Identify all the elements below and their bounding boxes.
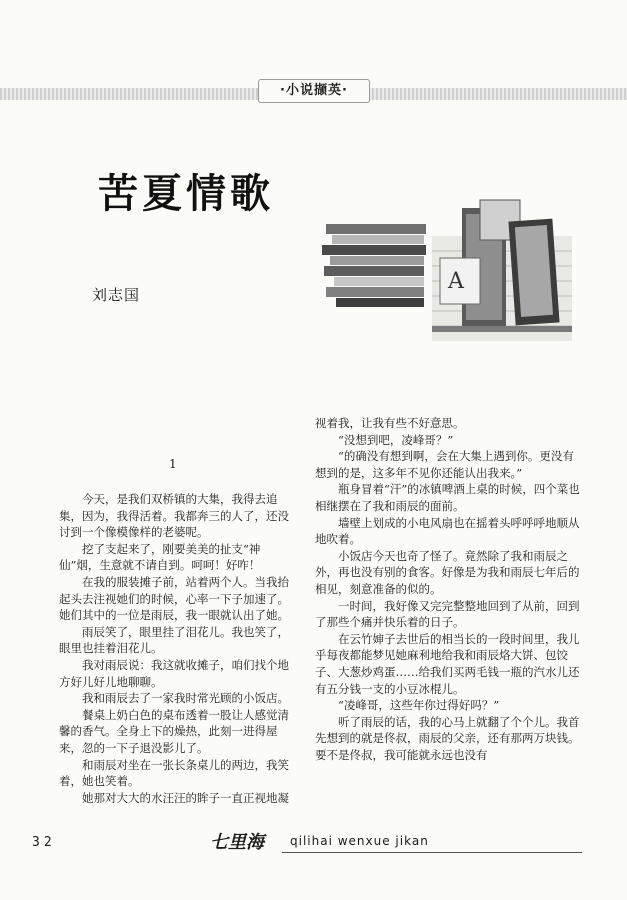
paragraph: 听了雨辰的话，我的心马上就翻了个个儿。我首先想到的就是佟叔，雨辰的父亲，还有那两万块钱。要不是佟叔，我可能就永远也没有 <box>315 714 580 762</box>
paragraph: 视着我，让我有些不好意思。 <box>315 416 465 430</box>
article-author: 刘志国 <box>92 286 141 304</box>
paragraph: “的确没有想到啊，会在大集上遇到你。更没有想到的是，这多年不见你还能认出我来。” <box>315 449 574 480</box>
page-number: 32 <box>32 835 56 850</box>
body-column-right <box>315 415 580 763</box>
paragraph: 在云竹婶子去世后的相当长的一段时间里，我儿乎每夜都能梦见她麻利地给我和雨辰烙大饼、包饺子、大葱炒鸡蛋……给我们买两毛钱一瓶的汽水儿还有五分钱一支的小豆冰棍儿。 <box>315 631 580 696</box>
paragraph: 她那对大大的水汪汪的眸子一直正视地凝 <box>82 790 289 805</box>
paragraph: 瓶身冒着“汗”的冰镇啤酒上桌的时候，四个菜也相继摆在了我和雨辰的面前。 <box>315 482 580 513</box>
paragraph: 和雨辰对坐在一张长条桌儿的两边，我笑着，她也笑着。 <box>59 757 289 789</box>
books-illustration-icon <box>312 196 574 346</box>
paragraph: 挖了支起来了，刚要美美的扯支“神仙”烟，生意就不请自到。呵呵！好咋！ <box>59 541 261 573</box>
paragraph: 餐桌上奶白色的桌布透着一股让人感觉清馨的香气。全身上下的燥热，此刻一进得屋来，忽的一下子退没影儿了。 <box>59 707 289 755</box>
footer-rule <box>282 852 582 853</box>
paragraph: 一时间，我好像又完完整整地回到了从前，回到了那些个痛并快乐着的日子。 <box>315 598 580 630</box>
paragraph: 在我的服装摊子前，站着两个人。当我抬起头去注视她们的时候，心率一下子加速了。她们其中的一位是雨辰，我一眼就认出了她。 <box>59 574 289 623</box>
section-tag: ·小说撷英· <box>258 79 370 103</box>
paragraph: 我和雨辰去了一家我时常光顾的小饭店。 <box>82 691 289 706</box>
paragraph: 我对雨辰说：我这就收摊子，咱们找个地方好儿好儿地聊聊。 <box>59 657 289 689</box>
paragraph: 小饭店今天也奇了怪了。竟然除了我和雨辰之外，再也没有别的食客。好像是为我和雨辰七年后的相见，刻意准备的似的。 <box>315 548 580 596</box>
paragraph: “凌峰哥，这些年你过得好吗？” <box>338 698 500 713</box>
paragraph: 雨辰笑了，眼里挂了泪花儿。我也笑了，眼里也挂着泪花儿。 <box>59 624 289 656</box>
paragraph: 今天，是我们双桥镇的大集，我得去追集，因为，我得活着。我都奔三的人了，还没讨到一个像模像样的老婆呢。 <box>59 492 289 540</box>
paragraph: 墙壁上划成的小电风扇也在摇着头呼呼呼地顺从地吹着。 <box>315 515 580 547</box>
magazine-pinyin: qilihai wenxue jikan <box>290 834 429 848</box>
magazine-logo: 七里海 <box>210 832 264 853</box>
illustration-letter: A <box>448 269 464 294</box>
body-column-left <box>59 459 293 806</box>
article-title: 苦夏情歌 <box>98 171 274 217</box>
chapter-number: 1 <box>169 457 177 471</box>
paragraph: “没想到吧，凌峰哥？” <box>338 432 454 447</box>
